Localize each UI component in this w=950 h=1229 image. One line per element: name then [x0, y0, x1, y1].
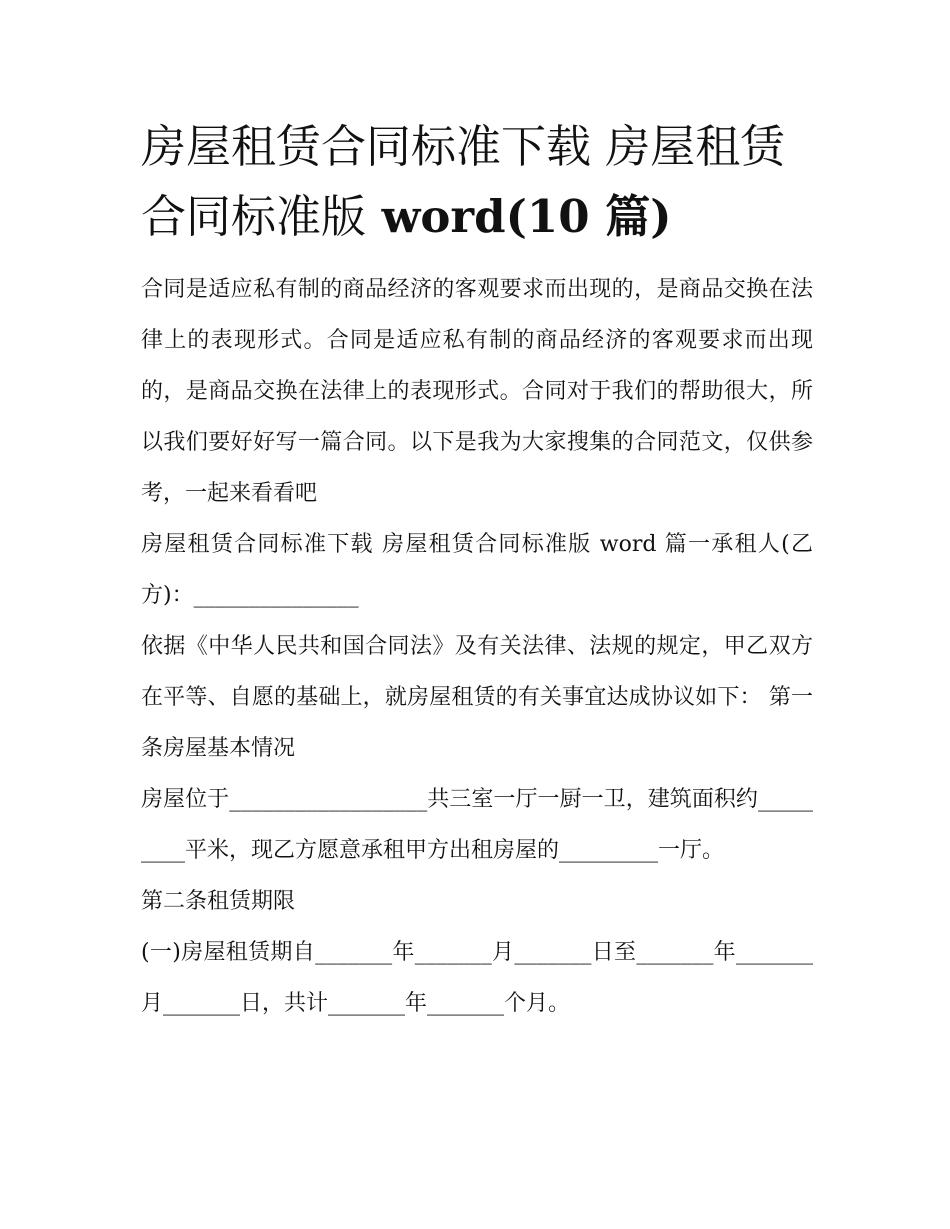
title-latin-text: word(10 篇)	[366, 190, 672, 243]
lease-term-paragraph: (一)房屋租赁期自_______年_______月_______日至_______年_______月_______日，共计_______年_______个月。	[141, 940, 813, 1016]
article-two-heading: 第二条租赁期限	[141, 889, 296, 914]
document-title	[141, 112, 813, 252]
title-cn-text: 房屋租赁合同标准下载 房屋租赁合同标准版	[141, 120, 786, 243]
house-info-paragraph: 房屋位于__________________共三室一厅一厨一卫，建筑面积约_________平米，现乙方愿意承租甲方出租房屋的_________一厅。	[141, 787, 813, 863]
document-page	[141, 112, 813, 1029]
intro-paragraph: 合同是适应私有制的商品经济的客观要求而出现的，是商品交换在法律上的表现形式。合同是适应私有制的商品经济的客观要求而出现的，是商品交换在法律上的表现形式。合同对于我们的帮助很大，所以我们要好好写一篇合同。以下是我为大家搜集的合同范文，仅供参考，一起来看看吧	[141, 277, 813, 506]
preamble-paragraph: 依据《中华人民共和国合同法》及有关法律、法规的规定，甲乙双方在平等、自愿的基础上，就房屋租赁的有关事宜达成协议如下： 第一条房屋基本情况	[141, 634, 813, 761]
section-heading-paragraph: 房屋租赁合同标准下载 房屋租赁合同标准版 word 篇一承租人(乙方)：_______________	[141, 532, 813, 608]
